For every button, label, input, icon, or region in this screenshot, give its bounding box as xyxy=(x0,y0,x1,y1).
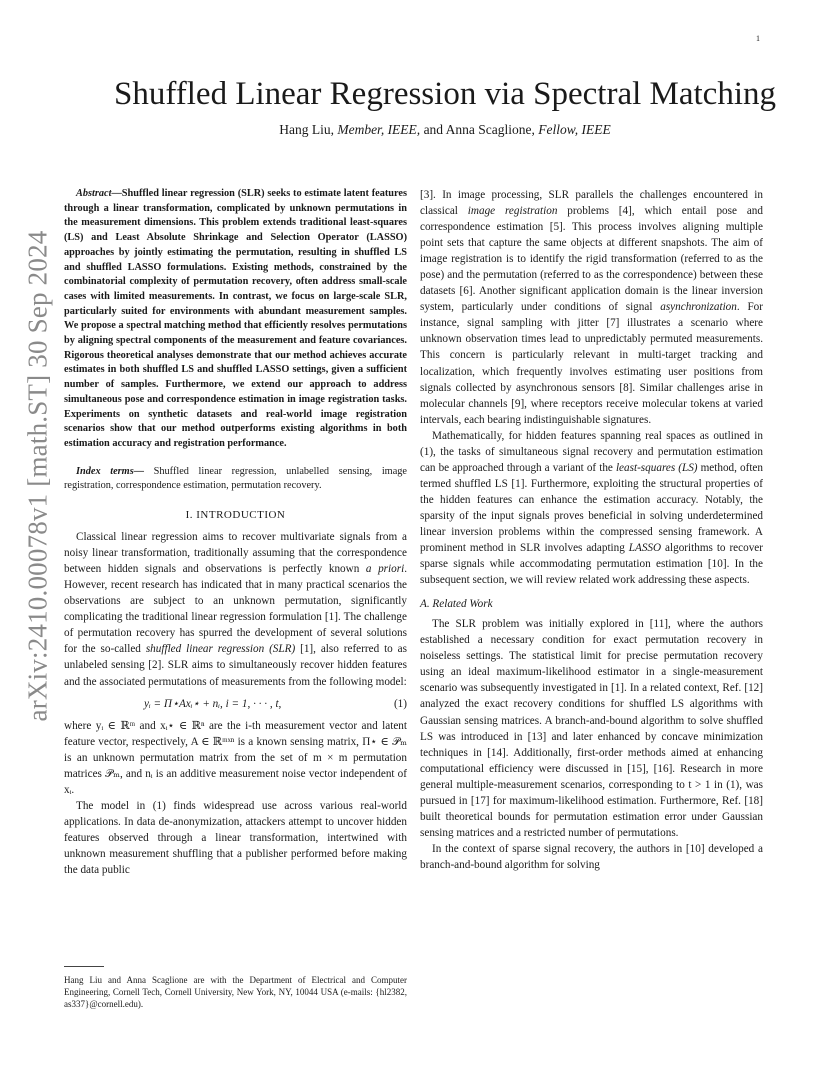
equation-1 xyxy=(64,696,407,712)
author-name-2: and Anna Scaglione, xyxy=(423,122,535,137)
right-paragraph-2 xyxy=(420,428,763,588)
right-p2-text-a: Mathematically, for hidden features spanning real spaces as outlined in (1), the tasks of simultaneous signal recovery and permutation estimation can be approached through a variant of the xyxy=(420,429,763,474)
right-p1-emphasis: image registration xyxy=(467,205,558,218)
author-affiliation-footnote: Hang Liu and Anna Scaglione are with the Department of Electrical and Computer Engineering, Cornell Tech, Cornell University, New York, NY, 10044 USA (e-mails: {hl2382, as337}@cornell.edu). xyxy=(64,975,407,1009)
paper-title: Shuffled Linear Regression via Spectral Matching xyxy=(114,76,776,112)
section-heading-introduction: I. INTRODUCTION xyxy=(185,509,286,522)
index-terms xyxy=(64,465,407,494)
left-column xyxy=(64,187,407,878)
intro-paragraph-2: where yᵢ ∈ ℝᵐ and xᵢ⋆ ∈ ℝⁿ are the i-th measurement vector and latent feature vector, respectively, A ∈ ℝᵐˣⁿ is a known sensing matrix, Π⋆ ∈ 𝒫ₘ is an unknown permutation matrix from the set of m × m permutation matrices 𝒫ₘ, and nᵢ is an additive measurement noise vector independent of xᵢ. xyxy=(64,719,407,796)
right-p2-text-b: method, often termed shuffled LS [1]. Furthermore, exploiting the structural properties of the hidden features can enhance the estimation accuracy. Notably, the sparsity of the input signals proves beneficial in solving underdetermined linear inversion problems within the compressed sensing framework. A prominent method in SLR involves adapting xyxy=(420,461,763,555)
right-column xyxy=(420,187,763,873)
intro-p1-text-b: . However, recent research has indicated that in many practical scenarios the observations are subject to an unknown permutation, significantly complicating the traditional linear regression formulation [1]. The challenge of permutation recovery has spurred the development of several solutions for the so-called xyxy=(64,563,407,656)
footnote-divider xyxy=(64,966,104,967)
intro-p1-text-a: Classical linear regression aims to recover multivariate signals from a noisy linear transformation, traditionally assuming that the correspondence between hidden signals and observations is perfectly known xyxy=(64,531,407,576)
right-paragraph-4: In the context of sparse signal recovery, the authors in [10] developed a branch-and-bound algorithm for solving xyxy=(420,842,763,871)
intro-paragraph-3: The model in (1) finds widespread use across various real-world applications. In data de-anonymization, attackers attempt to uncover hidden features observed through a linear transformation, intertwined with unknown measurement shuffling that a publisher performed before making the data public xyxy=(64,799,407,877)
arxiv-stamp: arXiv:2410.00078v1 [math.ST] 30 Sep 2024 xyxy=(22,230,53,722)
intro-p1-emphasis: a priori xyxy=(365,563,405,576)
right-p1-emphasis-2: asynchronization xyxy=(660,301,737,314)
index-terms-text: Shuffled linear regression, unlabelled sensing, image registration, correspondence estimation, permutation recovery. xyxy=(64,465,407,492)
author-line xyxy=(70,122,820,138)
right-p2-emphasis: least-squares (LS) xyxy=(615,461,698,474)
abstract-label: Abstract xyxy=(76,188,112,199)
abstract-text: —Shuffled linear regression (SLR) seeks to estimate latent features through a linear transformation, complicated by unknown permutations in the measurement dimensions. This problem extends traditional least-squares (LS) and Least Absolute Shrinkage and Selection Operator (LASSO) approaches by jointly estimating the permutation, resulting in shuffled LS and shuffled LASSO formulations. Existing methods, constrained by the combinatorial complexity of permutation recovery, often address small-scale cases with limited measurements. In contrast, we focus on large-scale SLR, particularly suited for environments with abundant measurement samples. We propose a spectral matching method that efficiently resolves permutations by aligning spectral components of the measurement and feature covariances. Rigorous theoretical analyses demonstrate that our method achieves accurate estimates in both shuffled LS and shuffled LASSO settings, given a sufficient number of samples. Furthermore, we extend our approach to address simultaneous pose and correspondence estimation in image registration tasks. Experiments on synthetic datasets and real-world image registration scenarios show that our method outperforms existing algorithms in both estimation accuracy and registration performance. xyxy=(64,188,407,449)
index-terms-label: Index terms— xyxy=(76,465,144,477)
subsection-heading-related-work: A. Related Work xyxy=(420,598,493,611)
right-p2-text-c: algorithms to recover sparse signals while accommodating permutation estimation [10]. In the subsequent section, we will review related work addressing these aspects. xyxy=(420,542,763,587)
right-p2-emphasis-2: LASSO xyxy=(628,542,662,555)
right-paragraph-3: The SLR problem was initially explored in [11], where the authors established a necessary condition for exact permutation recovery in noiseless settings. The statistical limit for precise permutation recovery using an ideal maximum-likelihood estimator in a single-measurement scenario was subsequently investigated in [1]. In a related context, Ref. [12] analyzed the exact recovery conditions for shuffled LS algorithms with Gaussian sensing matrices. A branch-and-bound algorithm to solve shuffled LS was introduced in [13] and later enhanced by concave minimization techniques in [14]. Additionally, first-order methods aimed at enhancing computational efficiency were discussed in [15], [16]. Research in more general multiple-measurement scenarios, corresponding to t > 1 in (1), was pursued in [17] for maximum-likelihood estimation. Furthermore, Ref. [18] built theoretical bounds for permutation estimation error under Gaussian sensing matrices and a restricted number of permutations. xyxy=(420,618,763,839)
author-role-1: Member, IEEE, xyxy=(337,122,421,137)
right-paragraph-1 xyxy=(420,187,763,428)
right-p1-text-c: . For instance, signal sampling with jitter [7] illustrates a scenario where unknown observation times lead to unpredictably permuted measurements. This concern is particularly relevant in multi-target tracking and localization, which frequently involves estimating user positions from signals collected by asynchronous sensors [8]. Similar challenges arise in molecular channels [9], where receptors receive molecular tokens at varied intervals, each bearing indistinguishable signatures. xyxy=(420,301,763,426)
abstract xyxy=(64,187,407,452)
author-role-2: Fellow, IEEE xyxy=(538,122,611,137)
intro-p1-emphasis-2: shuffled linear regression (SLR) xyxy=(145,643,296,656)
right-p1-text-a: [3]. In image processing, SLR parallels the challenges encountered in classical xyxy=(420,189,763,218)
page-number: 1 xyxy=(756,34,760,43)
equation-1-number: (1) xyxy=(393,697,407,710)
intro-p1-text-c: [1], also referred to as unlabeled sensing [2]. SLR aims to simultaneously recover hidden features and the associated permutations of measurements from the following model: xyxy=(64,643,407,688)
author-name-1: Hang Liu, xyxy=(279,122,334,137)
right-p1-text-b: problems [4], which entail pose and correspondence estimation [5]. This process involves aligning multiple point sets that capture the same objects at different snapshots. The aim of image registration is to identify the rigid transformation (referred to as the pose) and the permutation (referred to as the correspondence) between these datasets [6]. Another significant application domain is the linear inversion system, particularly under conditions of signal xyxy=(420,205,763,314)
equation-1-body: yᵢ = Π⋆Axᵢ⋆ + nᵢ, i = 1, · · · , t, xyxy=(144,697,282,710)
intro-paragraph-1 xyxy=(64,529,407,689)
